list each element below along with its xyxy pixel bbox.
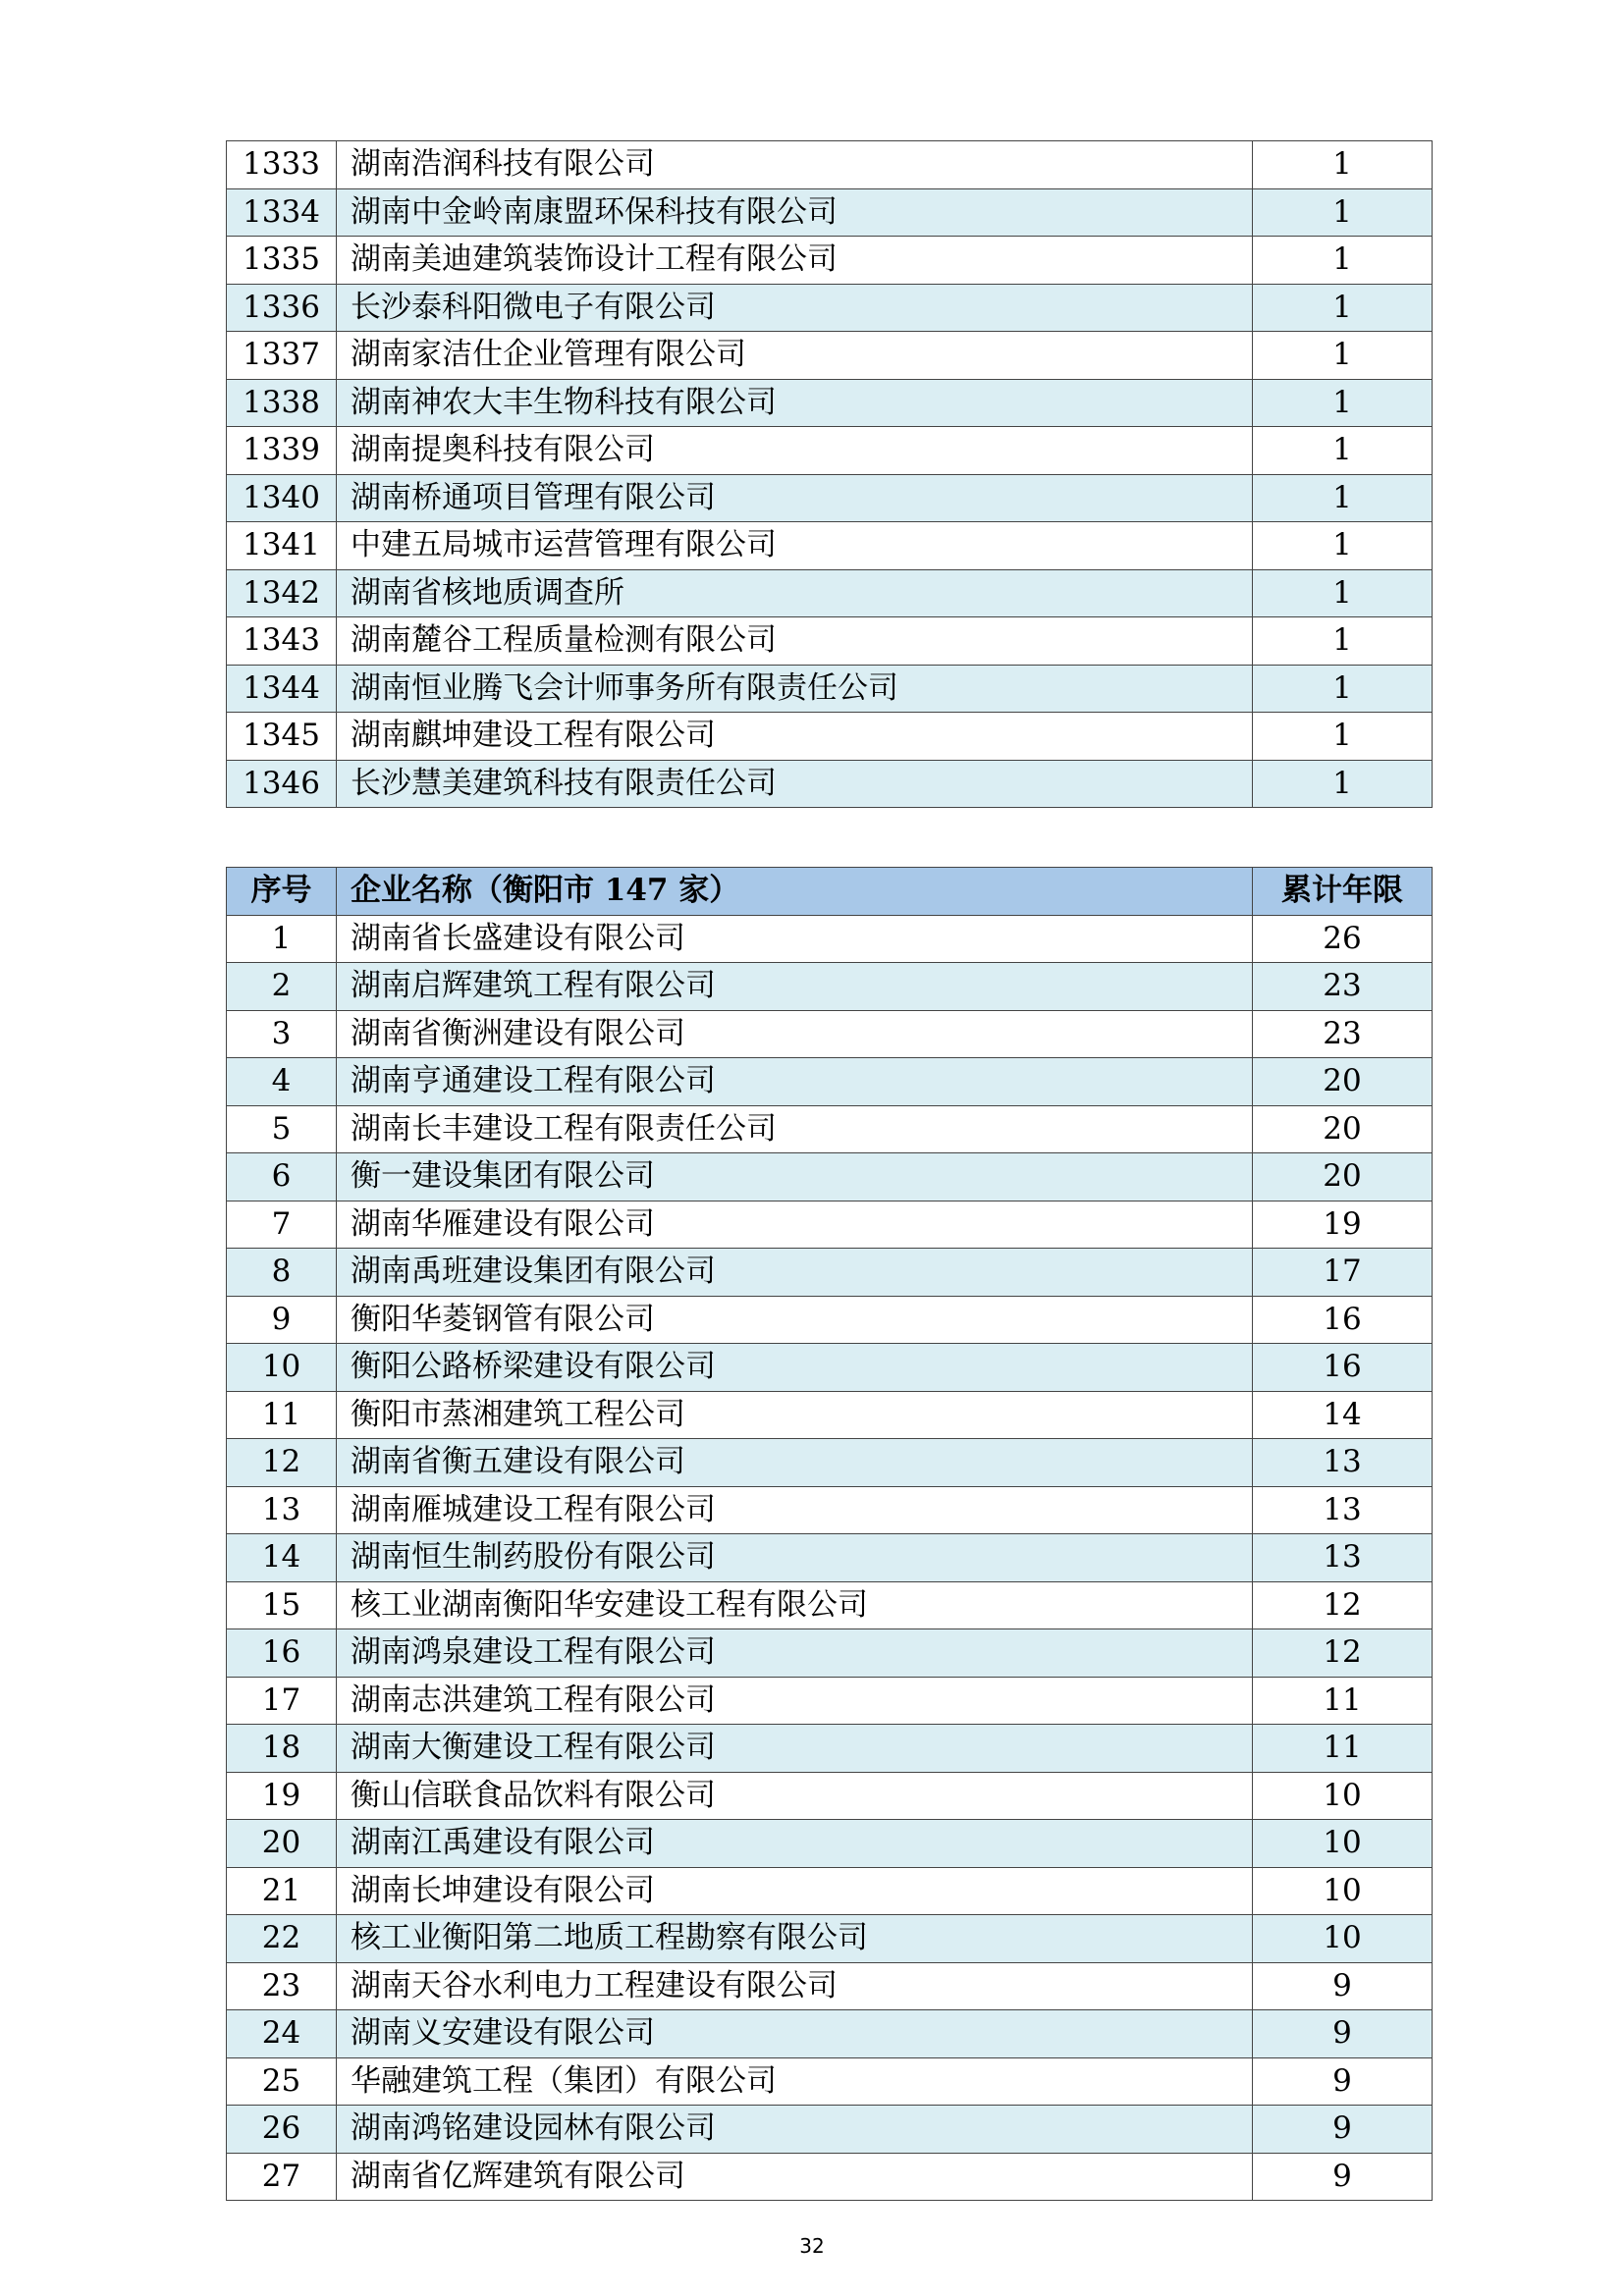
enterprise-name-cell: 湖南恒业腾飞会计师事务所有限责任公司	[337, 665, 1253, 713]
enterprise-name-cell: 中建五局城市运营管理有限公司	[337, 522, 1253, 570]
serial-number-cell: 7	[227, 1201, 337, 1249]
serial-number-cell: 1340	[227, 474, 337, 522]
enterprise-name-cell: 湖南志洪建筑工程有限公司	[337, 1677, 1253, 1725]
serial-number-cell: 14	[227, 1534, 337, 1582]
cumulative-years-cell: 11	[1253, 1725, 1433, 1773]
enterprise-name-cell: 湖南中金岭南康盟环保科技有限公司	[337, 188, 1253, 237]
serial-number-cell: 1344	[227, 665, 337, 713]
header-row	[227, 868, 1433, 916]
cumulative-years-cell: 1	[1253, 141, 1433, 189]
table-row	[227, 1962, 1433, 2010]
table-row	[227, 2010, 1433, 2058]
table-row	[227, 1772, 1433, 1820]
serial-number-cell: 5	[227, 1105, 337, 1153]
serial-number-cell: 13	[227, 1486, 337, 1534]
enterprise-name-cell: 湖南麒坤建设工程有限公司	[337, 713, 1253, 761]
table-row	[227, 188, 1433, 237]
table-row	[227, 284, 1433, 332]
cumulative-years-cell: 10	[1253, 1820, 1433, 1868]
serial-number-cell: 1337	[227, 332, 337, 380]
table-row	[227, 1201, 1433, 1249]
cumulative-years-cell: 1	[1253, 237, 1433, 285]
serial-number-cell: 1334	[227, 188, 337, 237]
table-row	[227, 1105, 1433, 1153]
enterprise-name-cell: 衡山信联食品饮料有限公司	[337, 1772, 1253, 1820]
enterprise-name-cell: 湖南亨通建设工程有限公司	[337, 1058, 1253, 1106]
cumulative-years-cell: 1	[1253, 665, 1433, 713]
table-header	[227, 868, 1433, 916]
serial-number-cell: 1339	[227, 427, 337, 475]
table-row	[227, 1725, 1433, 1773]
table-body	[227, 141, 1433, 808]
enterprise-name-cell: 衡阳公路桥梁建设有限公司	[337, 1344, 1253, 1392]
cumulative-years-cell: 1	[1253, 332, 1433, 380]
enterprise-name-cell: 湖南长丰建设工程有限责任公司	[337, 1105, 1253, 1153]
enterprise-name-cell: 湖南鸿泉建设工程有限公司	[337, 1629, 1253, 1678]
serial-number-cell: 21	[227, 1867, 337, 1915]
enterprise-table-changsha-continued	[226, 140, 1433, 808]
serial-number-cell: 1341	[227, 522, 337, 570]
serial-number-cell: 3	[227, 1010, 337, 1058]
table-row	[227, 1249, 1433, 1297]
serial-number-cell: 4	[227, 1058, 337, 1106]
serial-number-cell: 27	[227, 2153, 337, 2201]
serial-number-cell: 1343	[227, 617, 337, 666]
table-row	[227, 760, 1433, 808]
enterprise-name-cell: 湖南桥通项目管理有限公司	[337, 474, 1253, 522]
enterprise-name-cell: 长沙泰科阳微电子有限公司	[337, 284, 1253, 332]
table-row	[227, 1010, 1433, 1058]
enterprise-name-cell: 湖南恒生制药股份有限公司	[337, 1534, 1253, 1582]
table-row	[227, 332, 1433, 380]
cumulative-years-cell: 9	[1253, 2153, 1433, 2201]
cumulative-years-cell: 13	[1253, 1534, 1433, 1582]
cumulative-years-cell: 12	[1253, 1629, 1433, 1678]
enterprise-name-cell: 湖南省衡洲建设有限公司	[337, 1010, 1253, 1058]
enterprise-name-cell: 衡阳华菱钢管有限公司	[337, 1296, 1253, 1344]
cumulative-years-cell: 20	[1253, 1105, 1433, 1153]
serial-number-cell: 1335	[227, 237, 337, 285]
serial-number-cell: 1342	[227, 569, 337, 617]
enterprise-name-cell: 湖南省长盛建设有限公司	[337, 915, 1253, 963]
table-row	[227, 713, 1433, 761]
cumulative-years-cell: 9	[1253, 1962, 1433, 2010]
cumulative-years-cell: 10	[1253, 1772, 1433, 1820]
serial-number-cell: 20	[227, 1820, 337, 1868]
cumulative-years-cell: 1	[1253, 569, 1433, 617]
enterprise-name-cell: 湖南义安建设有限公司	[337, 2010, 1253, 2058]
serial-number-cell: 11	[227, 1391, 337, 1439]
serial-number-cell: 2	[227, 963, 337, 1011]
serial-number-cell: 10	[227, 1344, 337, 1392]
table-row	[227, 1391, 1433, 1439]
cumulative-years-cell: 17	[1253, 1249, 1433, 1297]
serial-number-cell: 22	[227, 1915, 337, 1963]
cumulative-years-cell: 23	[1253, 963, 1433, 1011]
serial-number-cell: 9	[227, 1296, 337, 1344]
table-row	[227, 963, 1433, 1011]
cumulative-years-cell: 1	[1253, 379, 1433, 427]
table-row	[227, 1915, 1433, 1963]
cumulative-years-cell: 1	[1253, 474, 1433, 522]
cumulative-years-cell: 1	[1253, 427, 1433, 475]
enterprise-name-cell: 湖南浩润科技有限公司	[337, 141, 1253, 189]
cumulative-years-cell: 10	[1253, 1867, 1433, 1915]
enterprise-name-cell: 湖南启辉建筑工程有限公司	[337, 963, 1253, 1011]
enterprise-name-cell: 湖南省衡五建设有限公司	[337, 1439, 1253, 1487]
cumulative-years-cell: 14	[1253, 1391, 1433, 1439]
enterprise-name-cell: 衡阳市蒸湘建筑工程公司	[337, 1391, 1253, 1439]
enterprise-name-cell: 核工业湖南衡阳华安建设工程有限公司	[337, 1581, 1253, 1629]
cumulative-years-cell: 1	[1253, 284, 1433, 332]
serial-number-cell: 17	[227, 1677, 337, 1725]
serial-number-cell: 16	[227, 1629, 337, 1678]
table-row	[227, 141, 1433, 189]
table-row	[227, 1486, 1433, 1534]
serial-number-cell: 19	[227, 1772, 337, 1820]
serial-number-cell: 1338	[227, 379, 337, 427]
cumulative-years-cell: 23	[1253, 1010, 1433, 1058]
serial-number-cell: 23	[227, 1962, 337, 2010]
serial-number-cell: 6	[227, 1153, 337, 1201]
cumulative-years-cell: 19	[1253, 1201, 1433, 1249]
cumulative-years-cell: 1	[1253, 617, 1433, 666]
header-cumulative-years: 累计年限	[1253, 868, 1433, 916]
cumulative-years-cell: 12	[1253, 1581, 1433, 1629]
cumulative-years-cell: 26	[1253, 915, 1433, 963]
table-row	[227, 1058, 1433, 1106]
enterprise-name-cell: 湖南省核地质调查所	[337, 569, 1253, 617]
table-row	[227, 665, 1433, 713]
serial-number-cell: 26	[227, 2106, 337, 2154]
table-row	[227, 1820, 1433, 1868]
table-row	[227, 1344, 1433, 1392]
table-row	[227, 474, 1433, 522]
table-row	[227, 1153, 1433, 1201]
table-row	[227, 1867, 1433, 1915]
table-row	[227, 569, 1433, 617]
table-row	[227, 2106, 1433, 2154]
table-row	[227, 379, 1433, 427]
enterprise-name-cell: 湖南麓谷工程质量检测有限公司	[337, 617, 1253, 666]
cumulative-years-cell: 11	[1253, 1677, 1433, 1725]
table-row	[227, 1439, 1433, 1487]
header-serial-number: 序号	[227, 868, 337, 916]
serial-number-cell: 1333	[227, 141, 337, 189]
cumulative-years-cell: 16	[1253, 1296, 1433, 1344]
cumulative-years-cell: 9	[1253, 2106, 1433, 2154]
table-row	[227, 1581, 1433, 1629]
table-row	[227, 1534, 1433, 1582]
cumulative-years-cell: 13	[1253, 1486, 1433, 1534]
table-row	[227, 237, 1433, 285]
cumulative-years-cell: 20	[1253, 1153, 1433, 1201]
enterprise-name-cell: 湖南江禹建设有限公司	[337, 1820, 1253, 1868]
enterprise-name-cell: 衡一建设集团有限公司	[337, 1153, 1253, 1201]
enterprise-name-cell: 湖南家洁仕企业管理有限公司	[337, 332, 1253, 380]
table-row	[227, 2153, 1433, 2201]
enterprise-name-cell: 湖南省亿辉建筑有限公司	[337, 2153, 1253, 2201]
enterprise-name-cell: 湖南大衡建设工程有限公司	[337, 1725, 1253, 1773]
cumulative-years-cell: 9	[1253, 2057, 1433, 2106]
serial-number-cell: 12	[227, 1439, 337, 1487]
serial-number-cell: 8	[227, 1249, 337, 1297]
enterprise-table-hengyang	[226, 867, 1433, 2201]
table-row	[227, 2057, 1433, 2106]
enterprise-name-cell: 湖南美迪建筑装饰设计工程有限公司	[337, 237, 1253, 285]
serial-number-cell: 25	[227, 2057, 337, 2106]
enterprise-name-cell: 核工业衡阳第二地质工程勘察有限公司	[337, 1915, 1253, 1963]
header-enterprise-name: 企业名称（衡阳市 147 家）	[337, 868, 1253, 916]
cumulative-years-cell: 1	[1253, 522, 1433, 570]
table-body	[227, 915, 1433, 2201]
serial-number-cell: 1345	[227, 713, 337, 761]
table-row	[227, 522, 1433, 570]
enterprise-name-cell: 湖南长坤建设有限公司	[337, 1867, 1253, 1915]
cumulative-years-cell: 1	[1253, 188, 1433, 237]
table-row	[227, 427, 1433, 475]
serial-number-cell: 24	[227, 2010, 337, 2058]
cumulative-years-cell: 20	[1253, 1058, 1433, 1106]
serial-number-cell: 1	[227, 915, 337, 963]
table-row	[227, 1296, 1433, 1344]
table-row	[227, 617, 1433, 666]
enterprise-name-cell: 湖南禹班建设集团有限公司	[337, 1249, 1253, 1297]
cumulative-years-cell: 16	[1253, 1344, 1433, 1392]
enterprise-name-cell: 长沙慧美建筑科技有限责任公司	[337, 760, 1253, 808]
serial-number-cell: 1336	[227, 284, 337, 332]
cumulative-years-cell: 1	[1253, 760, 1433, 808]
enterprise-name-cell: 湖南天谷水利电力工程建设有限公司	[337, 1962, 1253, 2010]
cumulative-years-cell: 9	[1253, 2010, 1433, 2058]
cumulative-years-cell: 1	[1253, 713, 1433, 761]
cumulative-years-cell: 10	[1253, 1915, 1433, 1963]
enterprise-name-cell: 华融建筑工程（集团）有限公司	[337, 2057, 1253, 2106]
enterprise-name-cell: 湖南提奥科技有限公司	[337, 427, 1253, 475]
enterprise-name-cell: 湖南雁城建设工程有限公司	[337, 1486, 1253, 1534]
serial-number-cell: 15	[227, 1581, 337, 1629]
serial-number-cell: 1346	[227, 760, 337, 808]
cumulative-years-cell: 13	[1253, 1439, 1433, 1487]
table-row	[227, 1629, 1433, 1678]
page-number: 32	[799, 2234, 825, 2258]
serial-number-cell: 18	[227, 1725, 337, 1773]
enterprise-name-cell: 湖南神农大丰生物科技有限公司	[337, 379, 1253, 427]
enterprise-name-cell: 湖南鸿铭建设园林有限公司	[337, 2106, 1253, 2154]
enterprise-name-cell: 湖南华雁建设有限公司	[337, 1201, 1253, 1249]
table-row	[227, 1677, 1433, 1725]
table-row	[227, 915, 1433, 963]
